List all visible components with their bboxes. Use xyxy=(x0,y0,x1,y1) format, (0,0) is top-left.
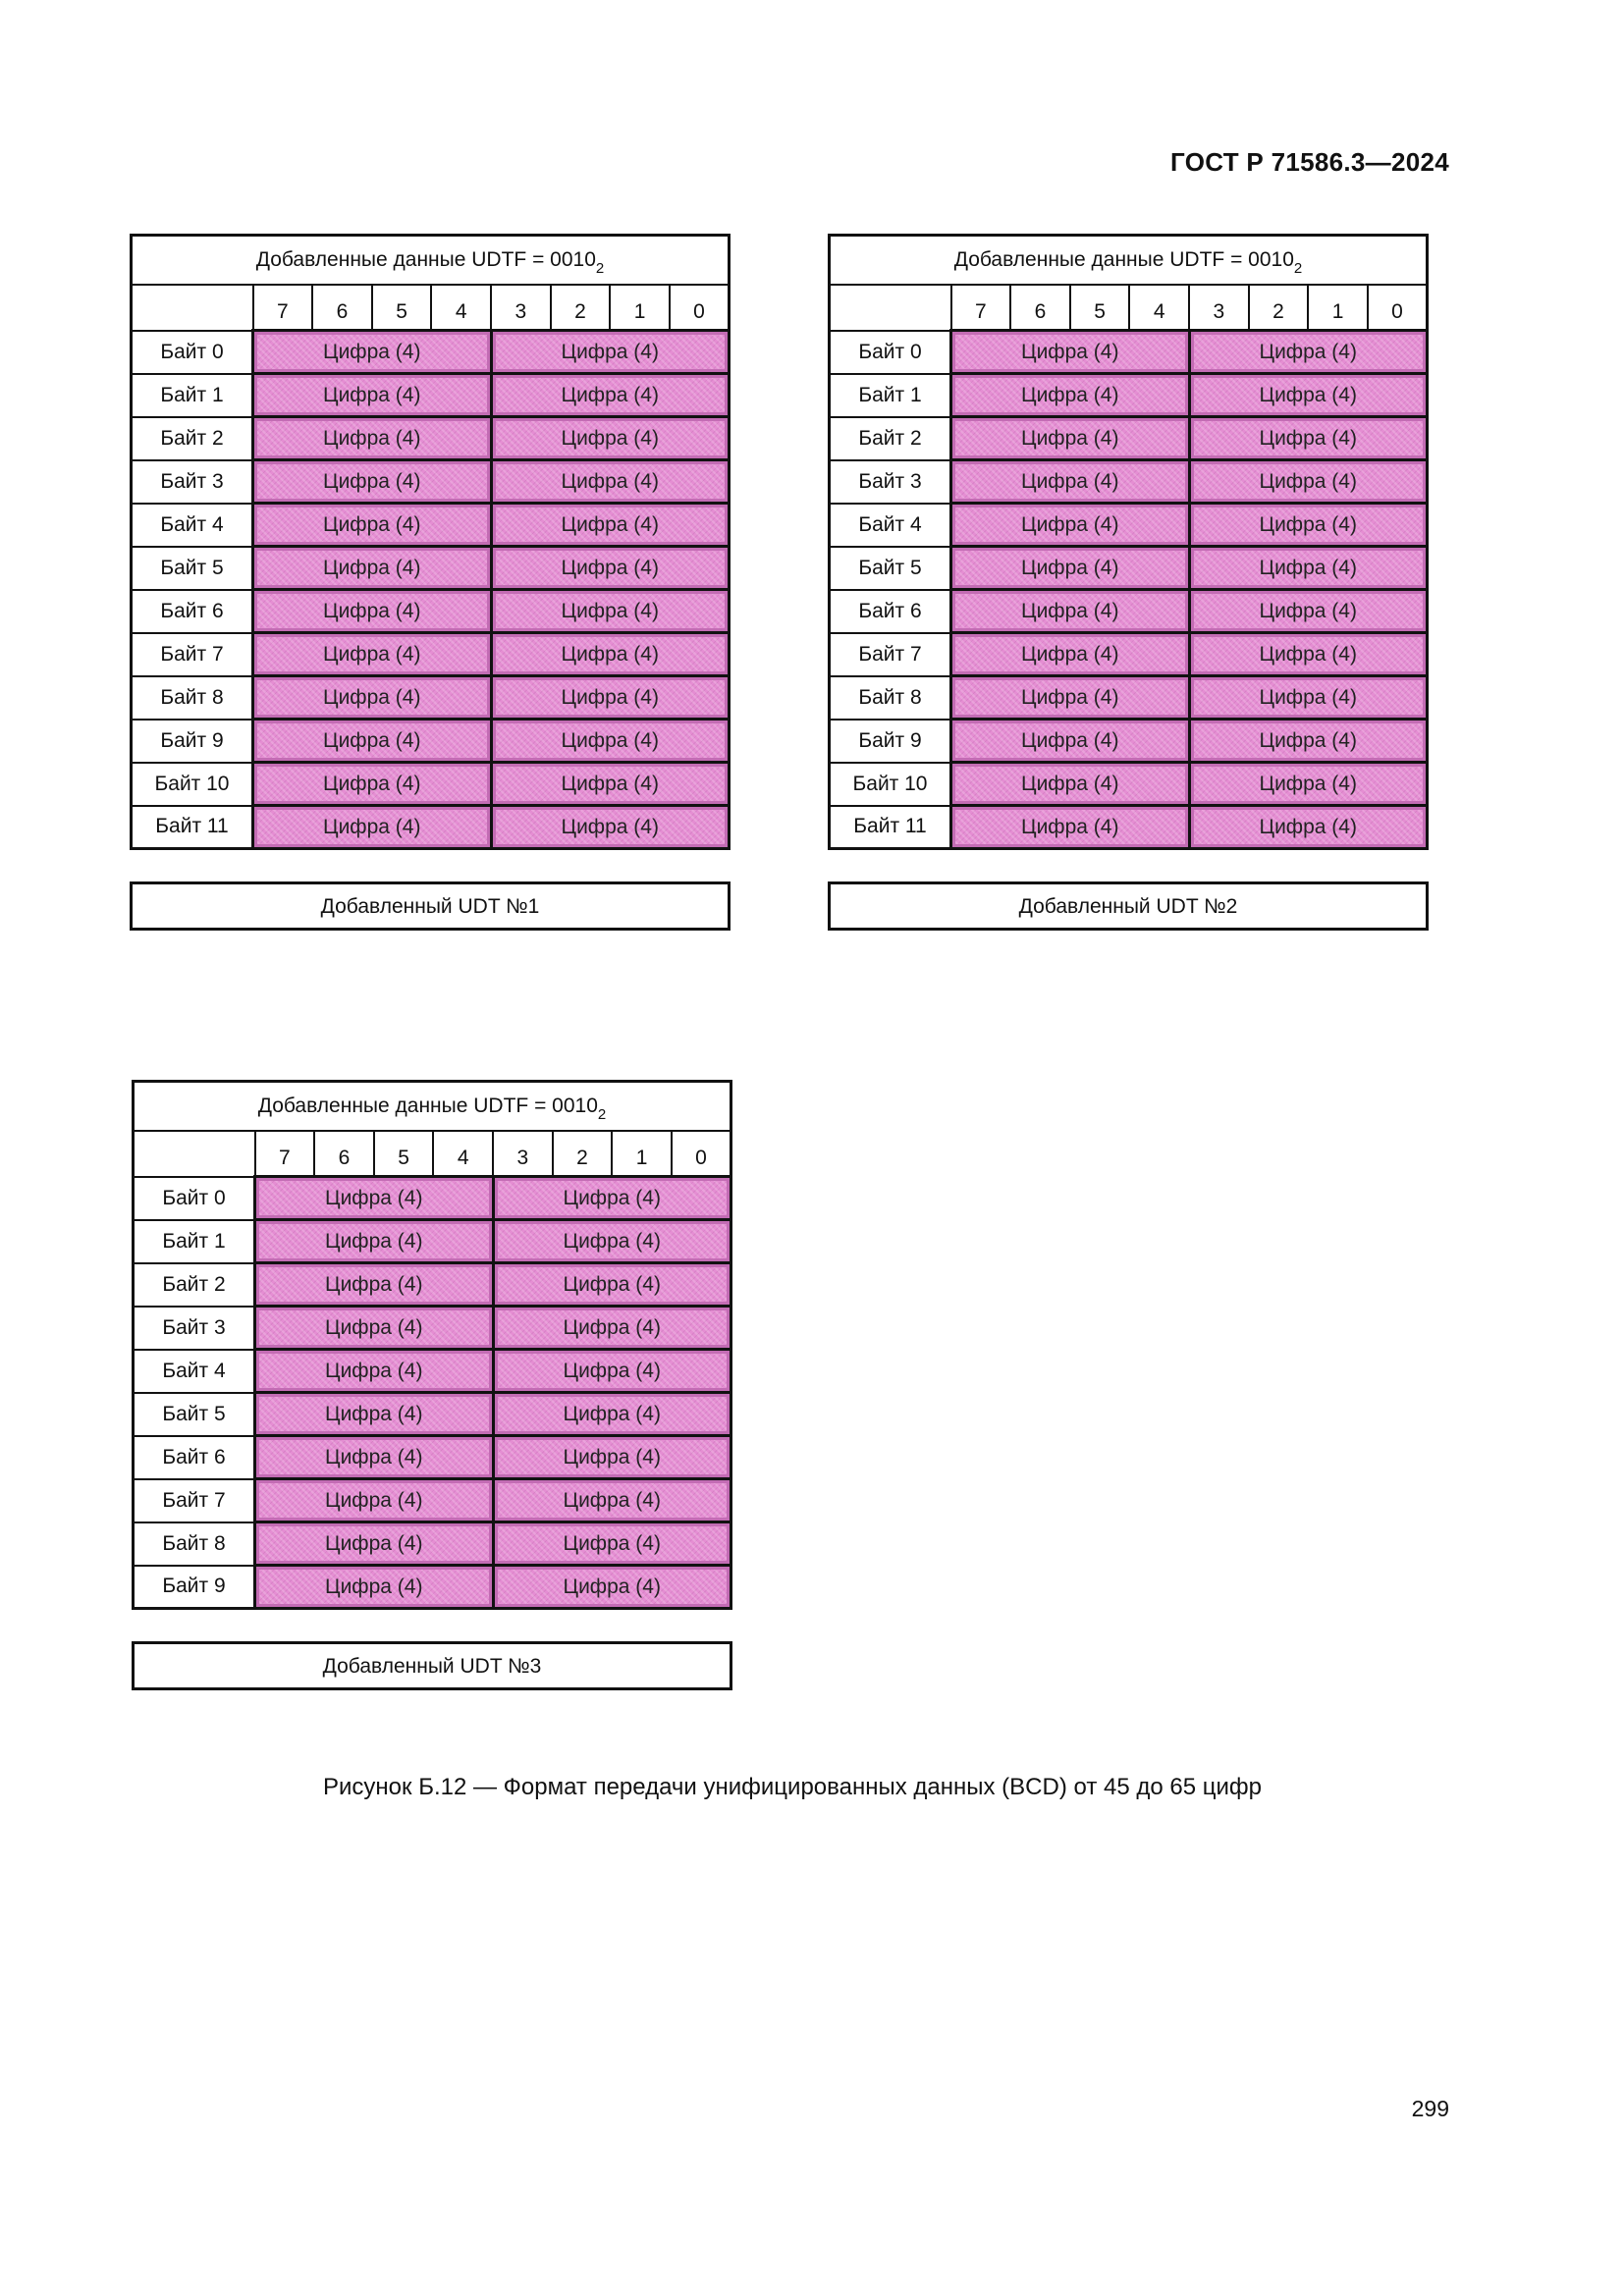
byte-row xyxy=(132,676,730,720)
udt-format-table xyxy=(132,1080,732,1610)
digit-low-nibble: Цифра (4) xyxy=(1189,590,1428,633)
byte-label: Байт 7 xyxy=(134,1479,255,1522)
bit-number: 7 xyxy=(951,285,1011,331)
byte-row xyxy=(830,590,1428,633)
byte-row xyxy=(132,633,730,676)
table-title-subscript: 2 xyxy=(1293,259,1303,277)
table-title-text: Добавленные данные UDTF = 0010 xyxy=(255,247,596,271)
byte-row xyxy=(134,1220,731,1263)
byte-row xyxy=(830,763,1428,806)
bit-number: 0 xyxy=(670,285,730,331)
byte-row xyxy=(134,1479,731,1522)
byte-row xyxy=(134,1436,731,1479)
byte-row xyxy=(830,374,1428,417)
byte-row xyxy=(134,1393,731,1436)
digit-high-nibble: Цифра (4) xyxy=(253,763,492,806)
byte-label: Байт 8 xyxy=(132,676,253,720)
byte-label: Байт 3 xyxy=(134,1307,255,1350)
digit-low-nibble: Цифра (4) xyxy=(491,633,730,676)
digit-low-nibble: Цифра (4) xyxy=(1189,633,1428,676)
digit-low-nibble: Цифра (4) xyxy=(491,374,730,417)
digit-high-nibble: Цифра (4) xyxy=(255,1479,494,1522)
byte-label: Байт 7 xyxy=(132,633,253,676)
udt-block-3 xyxy=(132,1080,732,1690)
byte-row xyxy=(830,806,1428,849)
bit-number: 7 xyxy=(255,1131,315,1177)
bit-number: 0 xyxy=(672,1131,731,1177)
digit-low-nibble: Цифра (4) xyxy=(491,547,730,590)
table-title-row xyxy=(830,236,1428,285)
byte-row xyxy=(132,504,730,547)
byte-label: Байт 9 xyxy=(830,720,951,763)
page-number: 299 xyxy=(1411,2096,1449,2121)
digit-high-nibble: Цифра (4) xyxy=(253,374,492,417)
byte-label: Байт 8 xyxy=(830,676,951,720)
byte-row xyxy=(830,331,1428,374)
byte-row xyxy=(830,720,1428,763)
byte-row xyxy=(132,374,730,417)
digit-low-nibble: Цифра (4) xyxy=(1189,676,1428,720)
bit-number-row xyxy=(134,1131,731,1177)
byte-label: Байт 6 xyxy=(134,1436,255,1479)
udt-block-1 xyxy=(130,234,731,931)
digit-high-nibble: Цифра (4) xyxy=(255,1350,494,1393)
digit-high-nibble: Цифра (4) xyxy=(253,720,492,763)
byte-row xyxy=(132,590,730,633)
byte-label: Байт 0 xyxy=(134,1177,255,1220)
digit-high-nibble: Цифра (4) xyxy=(951,763,1190,806)
digit-high-nibble: Цифра (4) xyxy=(253,504,492,547)
digit-low-nibble: Цифра (4) xyxy=(493,1393,731,1436)
byte-label: Байт 1 xyxy=(830,374,951,417)
bit-number: 4 xyxy=(433,1131,493,1177)
digit-low-nibble: Цифра (4) xyxy=(1189,504,1428,547)
digit-low-nibble: Цифра (4) xyxy=(493,1177,731,1220)
bit-number: 6 xyxy=(314,1131,374,1177)
digit-low-nibble: Цифра (4) xyxy=(1189,417,1428,460)
empty-corner-cell xyxy=(830,285,951,331)
byte-label: Байт 8 xyxy=(134,1522,255,1566)
byte-label: Байт 3 xyxy=(830,460,951,504)
digit-low-nibble: Цифра (4) xyxy=(493,1436,731,1479)
udt-caption-box: Добавленный UDT №1 xyxy=(130,881,731,931)
byte-label: Байт 7 xyxy=(830,633,951,676)
table-title xyxy=(134,1082,731,1131)
digit-low-nibble: Цифра (4) xyxy=(493,1479,731,1522)
digit-high-nibble: Цифра (4) xyxy=(951,676,1190,720)
bit-number: 4 xyxy=(1129,285,1189,331)
digit-high-nibble: Цифра (4) xyxy=(255,1263,494,1307)
digit-low-nibble: Цифра (4) xyxy=(491,331,730,374)
byte-row xyxy=(830,676,1428,720)
table-title-text: Добавленные данные UDTF = 0010 xyxy=(953,247,1294,271)
bit-number-row xyxy=(830,285,1428,331)
digit-high-nibble: Цифра (4) xyxy=(253,417,492,460)
digit-low-nibble: Цифра (4) xyxy=(493,1566,731,1609)
byte-row xyxy=(132,763,730,806)
digit-high-nibble: Цифра (4) xyxy=(255,1220,494,1263)
byte-label: Байт 0 xyxy=(132,331,253,374)
bit-number-row xyxy=(132,285,730,331)
table-title-text: Добавленные данные UDTF = 0010 xyxy=(257,1094,598,1117)
table-title xyxy=(132,236,730,285)
bit-number: 4 xyxy=(431,285,491,331)
bit-number: 7 xyxy=(253,285,313,331)
digit-low-nibble: Цифра (4) xyxy=(1189,763,1428,806)
byte-label: Байт 1 xyxy=(132,374,253,417)
digit-high-nibble: Цифра (4) xyxy=(253,460,492,504)
figure-caption: Рисунок Б.12 — Формат передачи унифицированных данных (BCD) от 45 до 65 цифр xyxy=(323,1774,1262,1800)
digit-high-nibble: Цифра (4) xyxy=(255,1436,494,1479)
digit-low-nibble: Цифра (4) xyxy=(491,676,730,720)
byte-label: Байт 1 xyxy=(134,1220,255,1263)
byte-label: Байт 11 xyxy=(830,806,951,849)
digit-high-nibble: Цифра (4) xyxy=(253,547,492,590)
byte-row xyxy=(830,460,1428,504)
digit-high-nibble: Цифра (4) xyxy=(253,806,492,849)
digit-high-nibble: Цифра (4) xyxy=(951,806,1190,849)
byte-row xyxy=(132,720,730,763)
bit-number: 6 xyxy=(312,285,372,331)
digit-high-nibble: Цифра (4) xyxy=(255,1393,494,1436)
table-title-subscript: 2 xyxy=(597,1105,607,1123)
digit-low-nibble: Цифра (4) xyxy=(1189,720,1428,763)
digit-high-nibble: Цифра (4) xyxy=(253,676,492,720)
document-header: ГОСТ Р 71586.3—2024 xyxy=(1170,147,1449,177)
digit-high-nibble: Цифра (4) xyxy=(951,374,1190,417)
byte-row xyxy=(134,1263,731,1307)
digit-low-nibble: Цифра (4) xyxy=(491,504,730,547)
digit-high-nibble: Цифра (4) xyxy=(255,1522,494,1566)
bit-number: 5 xyxy=(1070,285,1130,331)
digit-high-nibble: Цифра (4) xyxy=(253,331,492,374)
digit-high-nibble: Цифра (4) xyxy=(255,1566,494,1609)
byte-row xyxy=(132,331,730,374)
digit-high-nibble: Цифра (4) xyxy=(951,633,1190,676)
digit-low-nibble: Цифра (4) xyxy=(491,460,730,504)
bit-number: 5 xyxy=(374,1131,434,1177)
byte-label: Байт 10 xyxy=(132,763,253,806)
digit-high-nibble: Цифра (4) xyxy=(951,417,1190,460)
byte-label: Байт 4 xyxy=(132,504,253,547)
byte-row xyxy=(134,1522,731,1566)
digit-low-nibble: Цифра (4) xyxy=(491,720,730,763)
byte-row xyxy=(830,547,1428,590)
byte-label: Байт 2 xyxy=(134,1263,255,1307)
byte-row xyxy=(830,417,1428,460)
table-title-subscript: 2 xyxy=(595,259,605,277)
byte-label: Байт 6 xyxy=(132,590,253,633)
bit-number: 3 xyxy=(493,1131,553,1177)
digit-low-nibble: Цифра (4) xyxy=(491,806,730,849)
byte-row xyxy=(134,1566,731,1609)
bit-number: 1 xyxy=(612,1131,672,1177)
byte-label: Байт 9 xyxy=(132,720,253,763)
bit-number: 3 xyxy=(491,285,551,331)
byte-label: Байт 0 xyxy=(830,331,951,374)
digit-low-nibble: Цифра (4) xyxy=(493,1220,731,1263)
digit-high-nibble: Цифра (4) xyxy=(951,331,1190,374)
bit-number: 0 xyxy=(1368,285,1428,331)
digit-high-nibble: Цифра (4) xyxy=(951,720,1190,763)
digit-high-nibble: Цифра (4) xyxy=(951,504,1190,547)
byte-label: Байт 10 xyxy=(830,763,951,806)
byte-row xyxy=(134,1307,731,1350)
byte-row xyxy=(134,1177,731,1220)
byte-label: Байт 5 xyxy=(830,547,951,590)
byte-label: Байт 9 xyxy=(134,1566,255,1609)
byte-row xyxy=(134,1350,731,1393)
digit-low-nibble: Цифра (4) xyxy=(1189,547,1428,590)
udt-format-table xyxy=(828,234,1429,850)
digit-high-nibble: Цифра (4) xyxy=(253,590,492,633)
digit-high-nibble: Цифра (4) xyxy=(253,633,492,676)
bit-number: 3 xyxy=(1189,285,1249,331)
udt-block-2 xyxy=(828,234,1429,931)
table-title-row xyxy=(132,236,730,285)
table-title-row xyxy=(134,1082,731,1131)
bit-number: 1 xyxy=(610,285,670,331)
byte-row xyxy=(830,504,1428,547)
byte-row xyxy=(132,460,730,504)
digit-low-nibble: Цифра (4) xyxy=(1189,460,1428,504)
byte-label: Байт 11 xyxy=(132,806,253,849)
digit-low-nibble: Цифра (4) xyxy=(493,1307,731,1350)
digit-low-nibble: Цифра (4) xyxy=(491,763,730,806)
digit-low-nibble: Цифра (4) xyxy=(491,417,730,460)
byte-row xyxy=(830,633,1428,676)
digit-high-nibble: Цифра (4) xyxy=(255,1177,494,1220)
digit-low-nibble: Цифра (4) xyxy=(1189,331,1428,374)
table-title xyxy=(830,236,1428,285)
byte-label: Байт 5 xyxy=(132,547,253,590)
digit-high-nibble: Цифра (4) xyxy=(255,1307,494,1350)
digit-low-nibble: Цифра (4) xyxy=(493,1350,731,1393)
byte-label: Байт 2 xyxy=(132,417,253,460)
udt-caption-box: Добавленный UDT №3 xyxy=(132,1641,732,1690)
udt-caption-box: Добавленный UDT №2 xyxy=(828,881,1429,931)
byte-label: Байт 4 xyxy=(134,1350,255,1393)
digit-high-nibble: Цифра (4) xyxy=(951,590,1190,633)
byte-row xyxy=(132,547,730,590)
digit-low-nibble: Цифра (4) xyxy=(1189,374,1428,417)
empty-corner-cell xyxy=(132,285,253,331)
digit-low-nibble: Цифра (4) xyxy=(1189,806,1428,849)
digit-low-nibble: Цифра (4) xyxy=(493,1522,731,1566)
byte-label: Байт 2 xyxy=(830,417,951,460)
bit-number: 2 xyxy=(1249,285,1309,331)
bit-number: 1 xyxy=(1308,285,1368,331)
bit-number: 2 xyxy=(551,285,611,331)
digit-low-nibble: Цифра (4) xyxy=(493,1263,731,1307)
byte-row xyxy=(132,806,730,849)
bit-number: 2 xyxy=(553,1131,613,1177)
byte-label: Байт 3 xyxy=(132,460,253,504)
digit-low-nibble: Цифра (4) xyxy=(491,590,730,633)
byte-label: Байт 6 xyxy=(830,590,951,633)
bit-number: 5 xyxy=(372,285,432,331)
digit-high-nibble: Цифра (4) xyxy=(951,460,1190,504)
digit-high-nibble: Цифра (4) xyxy=(951,547,1190,590)
bit-number: 6 xyxy=(1010,285,1070,331)
empty-corner-cell xyxy=(134,1131,255,1177)
byte-label: Байт 4 xyxy=(830,504,951,547)
byte-label: Байт 5 xyxy=(134,1393,255,1436)
udt-format-table xyxy=(130,234,731,850)
byte-row xyxy=(132,417,730,460)
